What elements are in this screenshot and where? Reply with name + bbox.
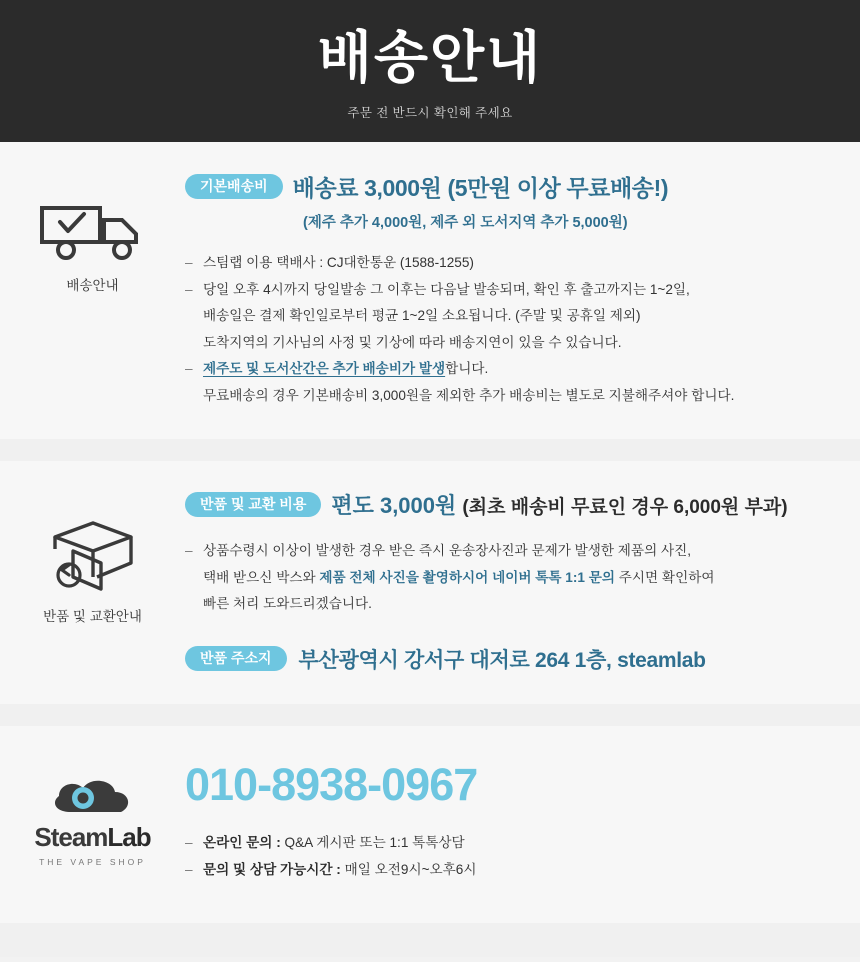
brand-wordmark [34, 822, 150, 853]
brand-logo-column [0, 756, 185, 883]
phone-number[interactable]: 010-8938-0967 [185, 758, 478, 810]
return-proc-line-3: 빠른 처리 도와드리겠습니다. [203, 596, 372, 611]
contact-section [0, 726, 860, 923]
shipping-courier-line: – 스팀랩 이용 택배사 : CJ대한통운 (1588-1255) [203, 255, 474, 270]
shipping-free-note: (5만원 이상 무료배송!) [447, 175, 669, 201]
delivery-truck-icon [38, 200, 148, 262]
shipping-icon-caption: 배송안내 [66, 278, 119, 293]
list-item [185, 356, 836, 409]
online-inquiry-label: 온라인 문의 : [203, 834, 281, 850]
returns-icon-caption: 반품 및 교환안내 [43, 609, 142, 624]
return-proc-pre: 택배 받으신 박스와 [203, 569, 320, 585]
consult-hours-value: 매일 오전9시~오후6시 [344, 861, 477, 877]
section-divider-2 [0, 704, 860, 726]
steamlab-cloud-logo-icon [41, 772, 145, 826]
returns-bullet-list [185, 538, 836, 618]
brand-lab: Lab [107, 821, 151, 852]
return-fee-note: (최초 배송비 무료인 경우 6,000원 부과) [462, 497, 788, 518]
list-item [185, 538, 836, 618]
shipping-headline-row [185, 170, 836, 203]
return-proc-post: 주시면 확인하여 [614, 569, 715, 585]
page-bottom-spacer [0, 923, 860, 957]
return-proc-emphasis: 제품 전체 사진을 촬영하시어 네이버 톡톡 1:1 문의 [319, 569, 615, 585]
returns-icon-column [0, 489, 185, 674]
island-fee-detail: 무료배송의 경우 기본배송비 3,000원을 제외한 추가 배송비는 별도로 지불해주셔야 합니다. [203, 387, 735, 403]
contact-content [185, 756, 860, 883]
returns-content [185, 489, 860, 674]
return-address-row [185, 644, 836, 674]
shipping-timing-line-1: – 당일 오후 4시까지 당일발송 그 이후는 다음날 발송되며, 확인 후 출고까지는 1~2일, [203, 281, 690, 297]
brand-tagline: THE VAPE SHOP [39, 856, 146, 867]
return-address-text: 부산광역시 강서구 대저로 264 1층, steamlab [298, 648, 706, 672]
returns-headline [331, 489, 787, 520]
online-inquiry-value: Q&A 게시판 또는 1:1 톡톡상담 [284, 834, 465, 850]
list-item [185, 829, 836, 856]
return-exchange-fee-badge: 반품 및 교환 비용 [185, 492, 321, 517]
page-subtitle: 주문 전 반드시 확인해 주세요 [347, 105, 513, 120]
page-header [0, 0, 860, 142]
basic-shipping-fee-badge: 기본배송비 [185, 174, 283, 199]
list-item [185, 277, 836, 357]
shipping-section [0, 142, 860, 439]
returns-headline-row [185, 489, 836, 520]
island-fee-tail: 합니다. [445, 361, 489, 376]
brand-steam: Steam [34, 821, 108, 852]
list-item [185, 250, 836, 277]
section-divider-1 [0, 439, 860, 461]
shipping-extra-fee-note: (제주 추가 4,000원, 제주 외 도서지역 추가 5,000원) [303, 215, 628, 231]
island-fee-line [203, 356, 836, 383]
page-title: 배송안내 [317, 26, 543, 90]
contact-list [185, 829, 836, 883]
shipping-headline [293, 170, 669, 203]
consult-hours-label: 문의 및 상담 가능시간 : [203, 861, 341, 877]
island-fee-emphasis: 제주도 및 도서산간은 추가 배송비가 발생 [203, 361, 446, 376]
returns-section [0, 461, 860, 704]
shipping-timing-line-2: 배송일은 결제 확인일로부터 평균 1~2일 소요됩니다. (주말 및 공휴일 제외) [203, 308, 641, 323]
shipping-timing-line-3: 도착지역의 기사님의 사정 및 기상에 따라 배송지연이 있을 수 있습니다. [203, 334, 622, 350]
return-box-icon [43, 519, 143, 593]
return-proc-line-2 [203, 565, 836, 592]
return-fee-amount: 편도 3,000원 [331, 493, 457, 518]
list-item [185, 856, 836, 883]
shipping-fee-amount: 배송료 3,000원 [292, 175, 442, 201]
shipping-content [185, 170, 860, 409]
return-address-badge: 반품 주소지 [185, 646, 287, 671]
shipping-bullet-list [185, 250, 836, 409]
return-proc-line-1: – 상품수령시 이상이 발생한 경우 받은 즉시 운송장사진과 문제가 발생한 제품의 사진, [203, 543, 692, 558]
shipping-icon-column [0, 170, 185, 409]
